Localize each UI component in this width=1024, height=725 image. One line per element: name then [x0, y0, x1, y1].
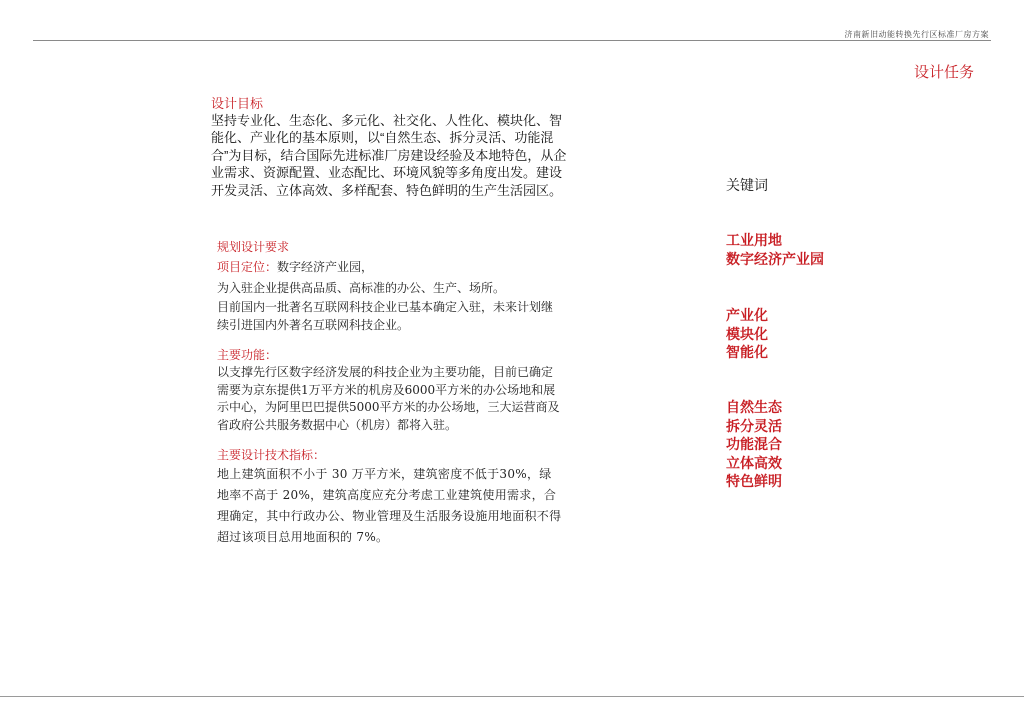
positioning-line [217, 257, 562, 278]
keyword-item: 特色鲜明 [726, 473, 782, 489]
planning-requirements-block [217, 238, 562, 548]
planning-heading: 规划设计要求 [217, 240, 290, 254]
keyword-group-2 [726, 306, 768, 362]
indicators-title: 主要设计技术指标： [217, 448, 326, 462]
keyword-item: 产业化 [726, 307, 768, 323]
keyword-item: 拆分灵活 [726, 417, 782, 434]
keyword-group-1 [726, 231, 824, 268]
keyword-group-3 [726, 398, 782, 491]
keyword-item: 数字经济产业园 [726, 250, 824, 267]
keyword-item: 自然生态 [726, 399, 782, 415]
project-title: 济南新旧动能转换先行区标准厂房方案 [844, 30, 989, 39]
keyword-item: 模块化 [726, 325, 768, 342]
functions-body: 以支撑先行区数字经济发展的科技企业为主要功能，目前已确定需要为京东提供1万平方米的机房及6000平方米的办公场地和展示中心，为阿里巴巴提供5000平方米的办公场地，三大运营商及省政府公共服务数据中心（机房）都将入驻。 [217, 365, 560, 432]
indicators-body: 地上建筑面积不小于 30 万平方米，建筑密度不低于30%，绿地率不高于 20%，建筑高度应充分考虑工业建筑使用需求，合理确定，其中行政办公、物业管理及生活服务设施用地面积不得超过该项目总用地面积的 7%。 [217, 467, 562, 544]
design-goal-heading: 设计目标 [211, 96, 264, 111]
bottom-divider [0, 696, 1024, 697]
functions-title: 主要功能： [217, 348, 278, 362]
top-divider [33, 40, 991, 41]
positioning-paragraph: 目前国内一批著名互联网科技企业已基本确定入驻，未来计划继续引进国内外著名互联网科技企业。 [217, 300, 554, 332]
design-goal-block [211, 95, 571, 199]
section-title: 设计任务 [913, 64, 974, 81]
keywords-block [726, 175, 926, 489]
positioning-label: 项目定位： [217, 260, 278, 274]
keywords-label: 关键词 [726, 177, 768, 193]
keyword-item: 立体高效 [726, 454, 782, 471]
positioning-value: 数字经济产业园， [277, 260, 374, 274]
keyword-item: 智能化 [726, 344, 768, 360]
design-goal-body: 坚持专业化、生态化、多元化、社交化、人性化、模块化、智能化、产业化的基本原则，以“自然生态、拆分灵活、功能混合”为目标，结合国际先进标准厂房建设经验及本地特色，从企业需求、资源配置、业态配比、环境风貌等多角度出发。建设开发灵活、立体高效、多样配套、特色鲜明的生产生活园区。 [211, 113, 567, 198]
keyword-item: 工业用地 [726, 232, 782, 248]
positioning-line-2: 为入驻企业提供高品质、高标准的办公、生产、场所。 [217, 281, 506, 295]
keyword-item: 功能混合 [726, 436, 782, 452]
